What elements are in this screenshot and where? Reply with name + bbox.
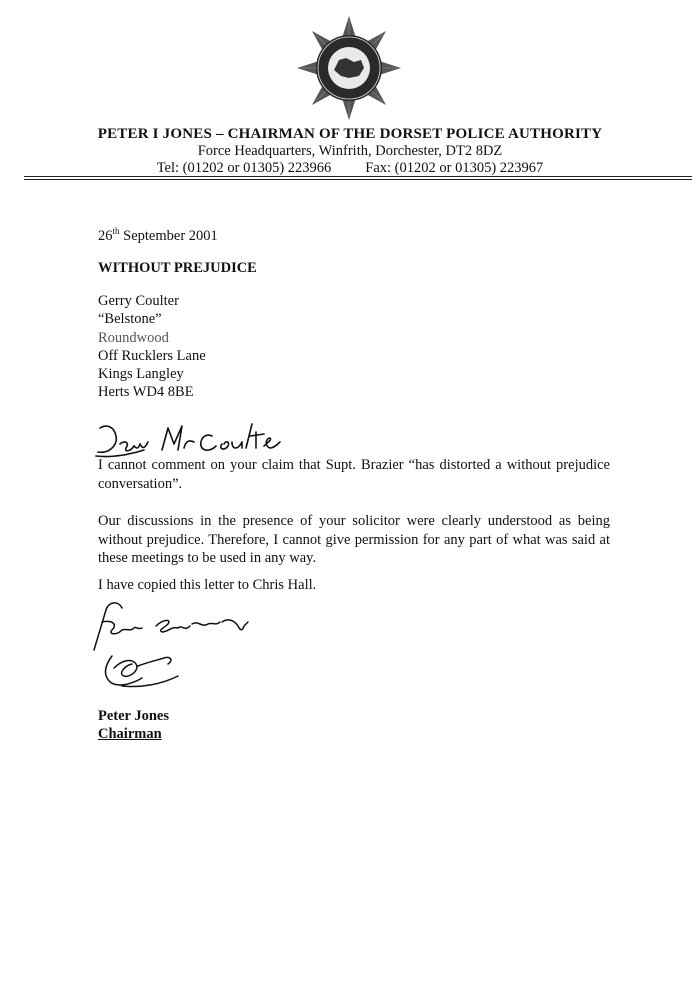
signatory-name: Peter Jones <box>98 708 169 724</box>
handwritten-signature <box>92 594 262 690</box>
letterhead-rule <box>24 179 692 180</box>
signatory-block <box>98 707 169 743</box>
police-authority-crest <box>293 16 405 120</box>
letterhead-name: PETER I JONES – CHAIRMAN OF THE DORSET POLICE AUTHORITY <box>97 126 603 142</box>
letter-heading: WITHOUT PREJUDICE <box>98 260 257 276</box>
handwritten-salutation <box>92 414 282 460</box>
letterhead-address: Force Headquarters, Winfrith, Dorchester, DT2 8DZ <box>197 143 503 159</box>
recipient-house-secondary: Roundwood <box>98 329 169 346</box>
recipient-town: Kings Langley <box>98 366 184 383</box>
recipient-house: “Belstone” <box>98 311 162 328</box>
letter-date: 26th September 2001 <box>98 226 218 244</box>
letterhead-contact <box>0 160 700 177</box>
recipient-address <box>98 292 206 402</box>
body-paragraph: I cannot comment on your claim that Supt. Brazier “has distorted a without prejudice conversation”. <box>98 457 610 492</box>
letterhead <box>0 125 700 177</box>
signatory-title: Chairman <box>98 726 162 742</box>
recipient-street: Off Rucklers Lane <box>98 347 206 364</box>
recipient-name: Gerry Coulter <box>98 293 179 309</box>
fax-number: Fax: (01202 or 01305) 223967 <box>365 160 544 176</box>
letterhead-rule <box>24 176 692 177</box>
telephone-number: Tel: (01202 or 01305) 223966 <box>156 160 332 176</box>
recipient-county-postcode: Herts WD4 8BE <box>98 384 194 401</box>
body-paragraph: I have copied this letter to Chris Hall. <box>98 577 317 593</box>
body-paragraph: Our discussions in the presence of your solicitor were clearly understood as being without prejudice. Therefore, I cannot give permission for any part of what was said at these meetings to be used in any way. <box>98 513 610 566</box>
